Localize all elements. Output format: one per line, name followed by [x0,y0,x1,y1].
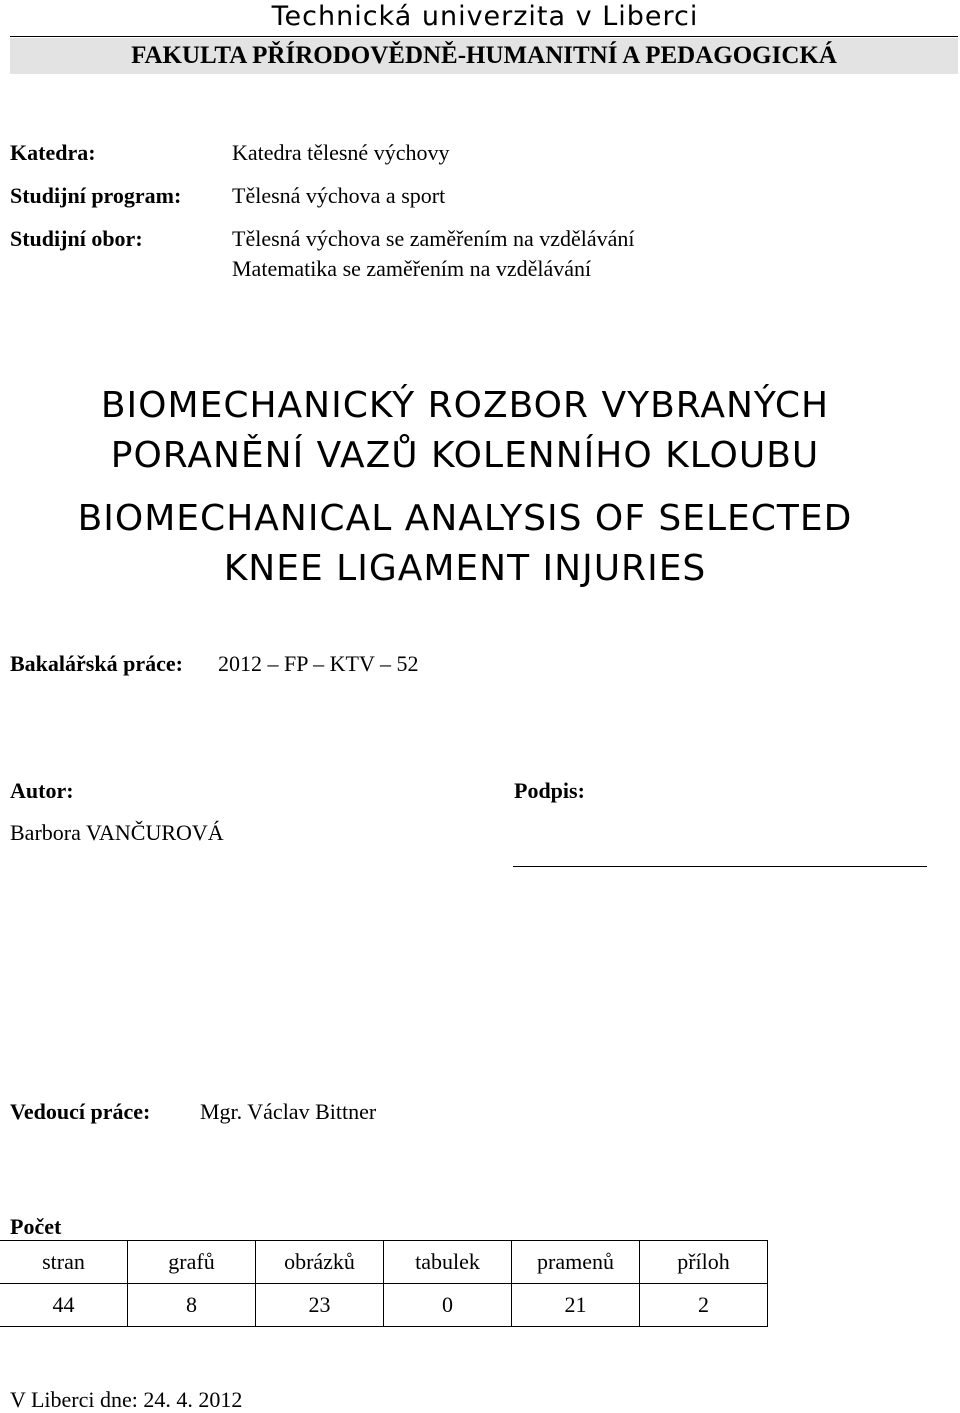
thesis-code: 2012 – FP – KTV – 52 [218,651,419,676]
counts-value-cell: 0 [384,1284,512,1327]
counts-value-cell: 8 [128,1284,256,1327]
counts-value-cell: 2 [640,1284,768,1327]
field-value-1: Tělesná výchova se zaměřením na vzdělávání [232,226,635,251]
counts-header-cell: pramenů [512,1241,640,1284]
counts-header-cell: stran [0,1241,128,1284]
counts-table [0,1240,768,1327]
university-name: Technická univerzita v Liberci [271,1,699,32]
counts-value-cell: 44 [0,1284,128,1327]
supervisor-label: Vedoucí práce: [10,1099,151,1124]
counts-label: Počet [10,1214,62,1239]
signature-line [513,866,927,867]
field-value-2: Matematika se zaměřením na vzdělávání [232,256,592,281]
faculty-name: FAKULTA PŘÍRODOVĚDNĚ-HUMANITNÍ A PEDAGOGICKÁ [10,38,958,74]
supervisor-name: Mgr. Václav Bittner [200,1099,377,1124]
counts-header-row [0,1241,768,1284]
counts-header-cell: příloh [640,1241,768,1284]
program-label: Studijní program: [10,183,182,208]
thesis-type-label: Bakalářská práce: [10,651,183,676]
author-label: Autor: [10,778,74,803]
author-name: Barbora VANČUROVÁ [10,820,224,845]
counts-header-cell: obrázků [256,1241,384,1284]
counts-header-cell: tabulek [384,1241,512,1284]
signature-label: Podpis: [514,778,585,803]
counts-value-cell: 21 [512,1284,640,1327]
thesis-title-en-line-1: BIOMECHANICAL ANALYSIS OF SELECTED [77,498,853,539]
program-value: Tělesná výchova a sport [232,183,446,208]
counts-value-row [0,1284,768,1327]
header-divider [10,36,958,37]
counts-value-cell: 23 [256,1284,384,1327]
department-value: Katedra tělesné výchovy [232,140,450,165]
department-label: Katedra: [10,140,96,165]
thesis-title-en-line-2: KNEE LIGAMENT INJURIES [223,548,707,589]
thesis-title-cz-line-1: BIOMECHANICKÝ ROZBOR VYBRANÝCH [100,385,830,426]
field-label: Studijní obor: [10,226,143,251]
place-date: V Liberci dne: 24. 4. 2012 [10,1387,243,1412]
counts-header-cell: grafů [128,1241,256,1284]
thesis-title-cz-line-2: PORANĚNÍ VAZŮ KOLENNÍHO KLOUBU [110,435,820,476]
